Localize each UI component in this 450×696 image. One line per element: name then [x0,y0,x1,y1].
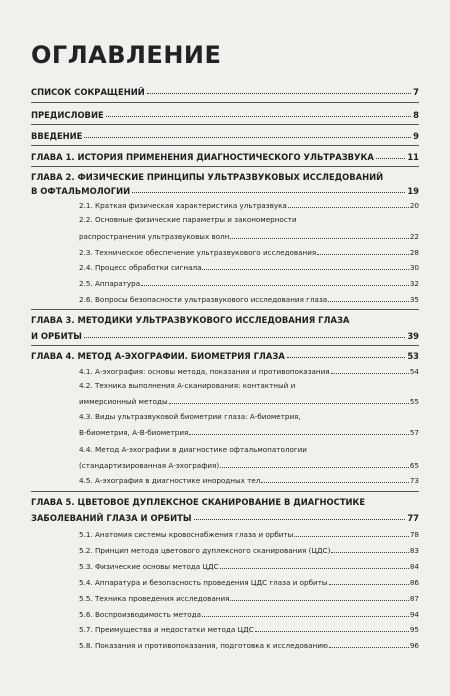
dot-leader [202,616,409,617]
toc-entry-title: 4.5. А-эхография в диагностике инородных тел [79,476,261,485]
toc-entry-title: 4.1. А-эхография: основы метода, показания и противопоказания [79,367,330,376]
dot-leader [376,158,406,159]
dot-leader [141,285,409,286]
dot-leader [331,552,408,553]
page-number: 86 [409,578,419,587]
page-number: 83 [409,546,419,555]
toc-entry-title: 2.5. Аппаратура [79,279,141,288]
toc-entry-chapter-5[interactable] [31,497,419,523]
page-number: 32 [409,279,419,288]
dot-leader [230,238,408,239]
page-number: 28 [409,248,419,257]
toc-entry-title-line2-row [31,331,419,341]
toc-entry-5-7[interactable] [79,625,419,634]
toc-entry-chapter-4[interactable] [31,351,419,361]
page-number: 57 [409,428,419,437]
toc-entry-2-3[interactable] [79,248,419,257]
dot-leader [169,403,409,404]
toc-entry-title-line2: И ОРБИТЫ [31,331,82,341]
page-number: 53 [407,351,419,361]
dot-leader [317,254,409,255]
page-number: 84 [409,562,419,571]
page-number: 95 [409,625,419,634]
divider [31,124,419,125]
dot-leader [255,631,409,632]
toc-entry-preface[interactable] [31,110,419,120]
toc-entry-title: 5.1. Анатомия системы кровоснабжения глаза и орбиты [79,530,294,539]
dot-leader [106,116,411,117]
page-number: 54 [409,367,419,376]
toc-entry-title-line1: ГЛАВА 3. МЕТОДИКИ УЛЬТРАЗВУКОВОГО ИССЛЕДОВАНИЯ ГЛАЗА [31,315,350,325]
toc-entry-title: СПИСОК СОКРАЩЕНИЙ [31,87,145,97]
toc-entry-title-line1: ГЛАВА 2. ФИЗИЧЕСКИЕ ПРИНЦИПЫ УЛЬТРАЗВУКОВЫХ ИССЛЕДОВАНИЙ [31,172,384,182]
toc-entry-title: 5.7. Преимущества и недостатки метода ЦДС [79,625,254,634]
page-number: 30 [409,263,419,272]
page-number: 77 [407,513,419,523]
dot-leader [194,519,406,520]
page-number: 7 [413,87,419,97]
page-number: 20 [409,201,419,210]
dot-leader [84,337,405,338]
divider [31,102,419,103]
page-number: 9 [413,131,419,141]
divider [31,309,419,310]
toc-entry-title-line2: В-биометрия, А-В-биометрия [79,428,189,437]
page-number: 11 [407,152,419,162]
dot-leader [132,192,405,193]
dot-leader [294,536,409,537]
page-number: 65 [409,461,419,470]
dot-leader [328,301,409,302]
toc-entry-5-4[interactable] [79,578,419,587]
toc-entry-4-2[interactable] [79,381,419,406]
page-number: 22 [409,232,419,241]
toc-entry-title-line2-row [79,461,419,470]
toc-entry-2-4[interactable] [79,263,419,272]
page-number: 73 [409,476,419,485]
toc-entry-title-line2: распространения ультразвуковых волн [79,232,230,241]
page-number: 94 [409,610,419,619]
toc-entry-chapter-2[interactable] [31,172,419,196]
toc-entry-title-line2-row [79,232,419,241]
toc-entry-title: 2.3. Техническое обеспечение ультразвукового исследования [79,248,317,257]
toc-entry-4-1[interactable] [79,367,419,376]
dot-leader [331,373,409,374]
toc-entry-title: 5.3. Физические основы метода ЦДС [79,562,219,571]
toc-entry-title: 2.4. Процесс обработки сигнала [79,263,202,272]
dot-leader [84,137,411,138]
toc-entry-title-line1: 4.3. Виды ультразвуковой биометрии глаза: А-биометрия, [79,412,301,421]
dot-leader [329,647,409,648]
toc-entry-5-8[interactable] [79,641,419,650]
divider [31,166,419,167]
toc-entry-chapter-1[interactable] [31,152,419,162]
page-number: 8 [413,110,419,120]
toc-entry-title-line1: 4.4. Метод А-эхографии в диагностике офтальмопатологии [79,445,307,454]
toc-entry-title: 5.5. Техника проведения исследования [79,594,230,603]
toc-entry-title-line1: ГЛАВА 5. ЦВЕТОВОЕ ДУПЛЕКСНОЕ СКАНИРОВАНИЕ В ДИАГНОСТИКЕ [31,497,366,507]
dot-leader [220,568,409,569]
toc-entry-title: 2.6. Вопросы безопасности ультразвукового исследования глаза [79,295,328,304]
toc-entry-title-line2-row [79,428,419,437]
toc-entry-5-3[interactable] [79,562,419,571]
page-number: 87 [409,594,419,603]
divider [31,145,419,146]
divider [31,491,419,492]
page-number: 55 [409,397,419,406]
toc-entry-abbreviations[interactable] [31,87,419,97]
dot-leader [147,93,411,94]
toc-entry-title: 5.4. Аппаратура и безопасность проведения ЦДС глаза и орбиты [79,578,328,587]
toc-entry-5-6[interactable] [79,610,419,619]
dot-leader [287,357,406,358]
toc-entry-title: 5.2. Принцип метода цветового дуплексного сканирования (ЦДС) [79,546,331,555]
page-number: 19 [407,186,419,196]
dot-leader [329,584,409,585]
dot-leader [189,434,409,435]
toc-entry-title-line1: 2.2. Основные физические параметры и закономерности [79,215,297,224]
toc-entry-4-5[interactable] [79,476,419,485]
toc-entry-title: ГЛАВА 4. МЕТОД А-ЭХОГРАФИИ. БИОМЕТРИЯ ГЛАЗА [31,351,285,361]
toc-entry-title: 5.8. Показания и противопоказания, подготовка к исследованию [79,641,328,650]
toc-entry-title-line2: (стандартизированная А-эхография) [79,461,220,470]
toc-entry-title-line2: В ОФТАЛЬМОЛОГИИ [31,186,131,196]
dot-leader [202,269,408,270]
toc-entry-title: ПРЕДИСЛОВИЕ [31,110,104,120]
toc-entry-title-line2: иммерсионный методы [79,397,168,406]
toc-entry-title: 5.6. Воспроизводимость метода [79,610,201,619]
toc-entry-title: ГЛАВА 1. ИСТОРИЯ ПРИМЕНЕНИЯ ДИАГНОСТИЧЕСКОГО УЛЬТРАЗВУКА [31,152,374,162]
toc-entry-title-line2-row [31,186,419,196]
page-number: 39 [407,331,419,341]
toc-entry-4-4[interactable] [79,445,419,470]
toc-entry-title: 2.1. Краткая физическая характеристика ультразвука [79,201,287,210]
toc-entry-chapter-3[interactable] [31,315,419,341]
page-number: 78 [409,530,419,539]
toc-entry-intro[interactable] [31,131,419,141]
page-title: ОГЛАВЛЕНИЕ [31,41,222,69]
toc-entry-2-6[interactable] [79,295,419,304]
toc-entry-2-2[interactable] [79,215,419,241]
divider [31,345,419,346]
toc-entry-title-line2-row [79,397,419,406]
toc-entry-5-2[interactable] [79,546,419,555]
dot-leader [261,482,408,483]
toc-entry-4-3[interactable] [79,412,419,437]
toc-entry-title-line2: ЗАБОЛЕВАНИЙ ГЛАЗА И ОРБИТЫ [31,513,192,523]
toc-entry-5-5[interactable] [79,594,419,603]
toc-entry-title: ВВЕДЕНИЕ [31,131,83,141]
dot-leader [288,207,409,208]
toc-entry-title-line2-row [31,513,419,523]
page-number: 35 [409,295,419,304]
toc-entry-2-5[interactable] [79,279,419,288]
page-number: 96 [409,641,419,650]
dot-leader [220,467,409,468]
dot-leader [230,600,408,601]
toc-entry-5-1[interactable] [79,530,419,539]
toc-entry-2-1[interactable] [79,201,419,210]
toc-entry-title-line1: 4.2. Техника выполнения А-сканирования: контактный и [79,381,296,390]
